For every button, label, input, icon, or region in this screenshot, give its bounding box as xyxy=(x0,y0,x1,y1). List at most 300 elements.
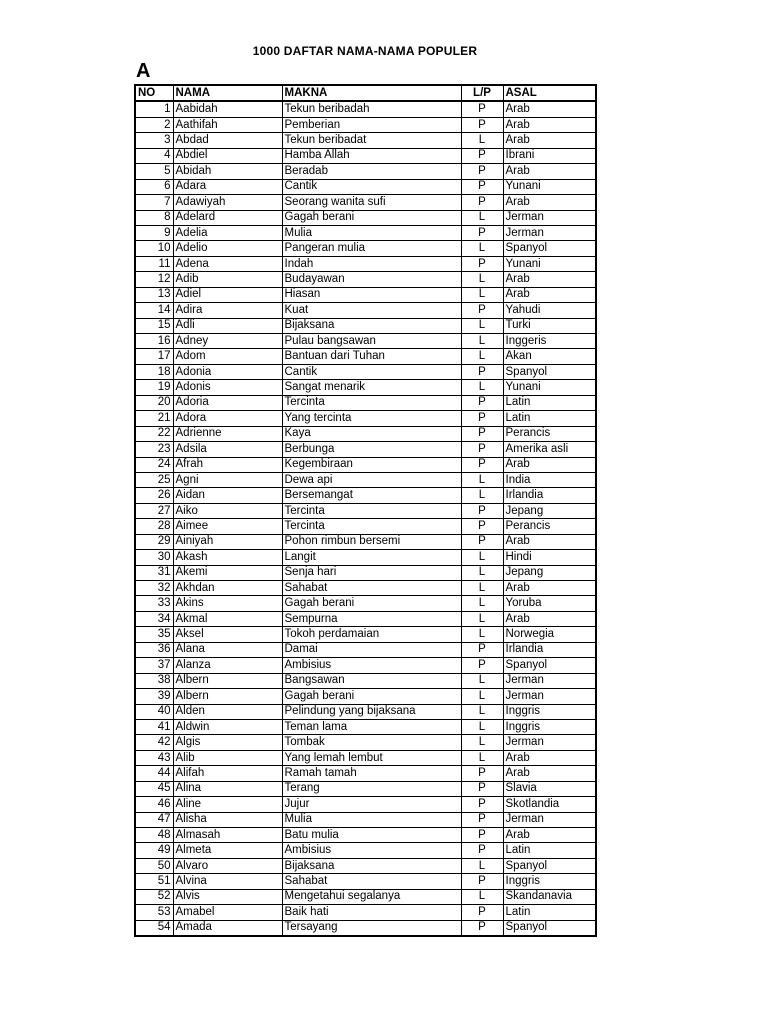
cell-makna: Gagah berani xyxy=(282,689,461,704)
cell-makna: Kegembiraan xyxy=(282,457,461,472)
cell-lp: P xyxy=(461,395,503,410)
cell-asal: Spanyol xyxy=(503,364,596,379)
cell-makna: Bangsawan xyxy=(282,673,461,688)
cell-lp: L xyxy=(461,689,503,704)
cell-no: 30 xyxy=(135,550,173,565)
cell-nama: Adney xyxy=(173,334,282,349)
cell-no: 33 xyxy=(135,596,173,611)
table-row xyxy=(135,488,596,503)
cell-lp: P xyxy=(461,920,503,936)
table-row xyxy=(135,519,596,534)
cell-asal: Arab xyxy=(503,133,596,148)
cell-no: 9 xyxy=(135,225,173,240)
cell-no: 3 xyxy=(135,133,173,148)
cell-makna: Bersemangat xyxy=(282,488,461,503)
table-row xyxy=(135,287,596,302)
cell-nama: Albern xyxy=(173,673,282,688)
cell-makna: Tombak xyxy=(282,735,461,750)
cell-makna: Baik hati xyxy=(282,905,461,920)
cell-asal: Perancis xyxy=(503,519,596,534)
cell-lp: L xyxy=(461,241,503,256)
cell-no: 18 xyxy=(135,364,173,379)
cell-makna: Tercinta xyxy=(282,503,461,518)
table-row xyxy=(135,117,596,132)
cell-nama: Akhdan xyxy=(173,581,282,596)
cell-makna: Ramah tamah xyxy=(282,766,461,781)
cell-no: 26 xyxy=(135,488,173,503)
cell-no: 23 xyxy=(135,442,173,457)
cell-lp: L xyxy=(461,581,503,596)
cell-no: 51 xyxy=(135,874,173,889)
table-row xyxy=(135,905,596,920)
cell-makna: Sahabat xyxy=(282,581,461,596)
cell-no: 19 xyxy=(135,380,173,395)
table-row xyxy=(135,781,596,796)
cell-nama: Adom xyxy=(173,349,282,364)
cell-makna: Jujur xyxy=(282,797,461,812)
cell-no: 52 xyxy=(135,889,173,904)
cell-nama: Alanza xyxy=(173,658,282,673)
cell-nama: Adli xyxy=(173,318,282,333)
cell-lp: P xyxy=(461,642,503,657)
cell-nama: Albern xyxy=(173,689,282,704)
cell-asal: Arab xyxy=(503,457,596,472)
cell-asal: Arab xyxy=(503,164,596,179)
cell-makna: Tercinta xyxy=(282,395,461,410)
cell-lp: L xyxy=(461,627,503,642)
cell-nama: Adelia xyxy=(173,225,282,240)
cell-lp: P xyxy=(461,101,503,117)
cell-lp: P xyxy=(461,519,503,534)
cell-nama: Adsila xyxy=(173,442,282,457)
table-row xyxy=(135,719,596,734)
cell-no: 48 xyxy=(135,828,173,843)
cell-asal: Arab xyxy=(503,195,596,210)
cell-lp: P xyxy=(461,411,503,426)
cell-nama: Akins xyxy=(173,596,282,611)
cell-no: 50 xyxy=(135,858,173,873)
cell-lp: P xyxy=(461,534,503,549)
table-row xyxy=(135,550,596,565)
table-row xyxy=(135,596,596,611)
cell-lp: P xyxy=(461,874,503,889)
cell-asal: Ibrani xyxy=(503,148,596,163)
cell-asal: Jepang xyxy=(503,565,596,580)
cell-asal: Inggris xyxy=(503,874,596,889)
cell-asal: Latin xyxy=(503,843,596,858)
cell-lp: P xyxy=(461,148,503,163)
cell-lp: L xyxy=(461,380,503,395)
cell-asal: Inggris xyxy=(503,704,596,719)
cell-asal: Yunani xyxy=(503,179,596,194)
table-row xyxy=(135,797,596,812)
table-row xyxy=(135,642,596,657)
cell-makna: Pelindung yang bijaksana xyxy=(282,704,461,719)
cell-nama: Algis xyxy=(173,735,282,750)
table-row xyxy=(135,303,596,318)
cell-lp: L xyxy=(461,210,503,225)
cell-makna: Berbunga xyxy=(282,442,461,457)
cell-asal: Spanyol xyxy=(503,658,596,673)
cell-nama: Afrah xyxy=(173,457,282,472)
table-row xyxy=(135,472,596,487)
cell-no: 15 xyxy=(135,318,173,333)
table-row xyxy=(135,704,596,719)
table-row xyxy=(135,503,596,518)
cell-no: 8 xyxy=(135,210,173,225)
cell-no: 37 xyxy=(135,658,173,673)
cell-nama: Alvis xyxy=(173,889,282,904)
cell-no: 20 xyxy=(135,395,173,410)
cell-nama: Adira xyxy=(173,303,282,318)
cell-makna: Yang tercinta xyxy=(282,411,461,426)
cell-lp: P xyxy=(461,812,503,827)
cell-asal: Latin xyxy=(503,411,596,426)
cell-lp: L xyxy=(461,550,503,565)
cell-nama: Alvaro xyxy=(173,858,282,873)
cell-asal: Jerman xyxy=(503,225,596,240)
cell-no: 1 xyxy=(135,101,173,117)
table-row xyxy=(135,673,596,688)
cell-asal: Turki xyxy=(503,318,596,333)
cell-nama: Abidah xyxy=(173,164,282,179)
table-row xyxy=(135,689,596,704)
header-no: NO xyxy=(135,85,173,101)
cell-lp: P xyxy=(461,457,503,472)
cell-makna: Bijaksana xyxy=(282,858,461,873)
cell-no: 28 xyxy=(135,519,173,534)
cell-lp: L xyxy=(461,287,503,302)
cell-nama: Adara xyxy=(173,179,282,194)
cell-asal: Akan xyxy=(503,349,596,364)
cell-asal: Arab xyxy=(503,101,596,117)
cell-nama: Adib xyxy=(173,272,282,287)
cell-makna: Bijaksana xyxy=(282,318,461,333)
cell-lp: L xyxy=(461,750,503,765)
table-row xyxy=(135,611,596,626)
table-row xyxy=(135,565,596,580)
cell-makna: Langit xyxy=(282,550,461,565)
cell-lp: P xyxy=(461,179,503,194)
cell-lp: P xyxy=(461,781,503,796)
cell-nama: Alden xyxy=(173,704,282,719)
cell-asal: Spanyol xyxy=(503,241,596,256)
table-row xyxy=(135,241,596,256)
cell-nama: Aathifah xyxy=(173,117,282,132)
cell-no: 27 xyxy=(135,503,173,518)
cell-nama: Adawiyah xyxy=(173,195,282,210)
cell-lp: P xyxy=(461,256,503,271)
cell-no: 22 xyxy=(135,426,173,441)
cell-nama: Aiko xyxy=(173,503,282,518)
table-row xyxy=(135,627,596,642)
table-row xyxy=(135,766,596,781)
names-table xyxy=(134,84,597,937)
cell-asal: Yunani xyxy=(503,256,596,271)
cell-nama: Alisha xyxy=(173,812,282,827)
cell-lp: L xyxy=(461,704,503,719)
cell-makna: Gagah berani xyxy=(282,596,461,611)
cell-lp: P xyxy=(461,503,503,518)
cell-no: 36 xyxy=(135,642,173,657)
cell-lp: L xyxy=(461,488,503,503)
cell-no: 10 xyxy=(135,241,173,256)
cell-no: 39 xyxy=(135,689,173,704)
cell-makna: Mulia xyxy=(282,812,461,827)
table-row xyxy=(135,858,596,873)
cell-makna: Seorang wanita sufi xyxy=(282,195,461,210)
cell-makna: Dewa api xyxy=(282,472,461,487)
cell-nama: Abdiel xyxy=(173,148,282,163)
cell-makna: Indah xyxy=(282,256,461,271)
cell-lp: P xyxy=(461,164,503,179)
cell-lp: L xyxy=(461,349,503,364)
cell-lp: L xyxy=(461,334,503,349)
cell-nama: Ainiyah xyxy=(173,534,282,549)
header-nama: NAMA xyxy=(173,85,282,101)
cell-lp: L xyxy=(461,611,503,626)
cell-no: 42 xyxy=(135,735,173,750)
cell-asal: Slavia xyxy=(503,781,596,796)
cell-asal: Arab xyxy=(503,766,596,781)
table-row xyxy=(135,318,596,333)
cell-makna: Hamba Allah xyxy=(282,148,461,163)
cell-makna: Tekun beribadat xyxy=(282,133,461,148)
cell-asal: Yoruba xyxy=(503,596,596,611)
cell-asal: Inggris xyxy=(503,719,596,734)
cell-nama: Aldwin xyxy=(173,719,282,734)
cell-asal: Arab xyxy=(503,611,596,626)
cell-nama: Almeta xyxy=(173,843,282,858)
cell-nama: Alina xyxy=(173,781,282,796)
cell-asal: Skotlandia xyxy=(503,797,596,812)
cell-makna: Kuat xyxy=(282,303,461,318)
table-row xyxy=(135,581,596,596)
cell-lp: P xyxy=(461,442,503,457)
cell-makna: Cantik xyxy=(282,179,461,194)
cell-nama: Adrienne xyxy=(173,426,282,441)
cell-makna: Sangat menarik xyxy=(282,380,461,395)
cell-no: 43 xyxy=(135,750,173,765)
cell-no: 13 xyxy=(135,287,173,302)
cell-no: 21 xyxy=(135,411,173,426)
cell-lp: L xyxy=(461,719,503,734)
cell-no: 2 xyxy=(135,117,173,132)
cell-lp: L xyxy=(461,133,503,148)
cell-nama: Adonis xyxy=(173,380,282,395)
cell-nama: Alib xyxy=(173,750,282,765)
cell-lp: P xyxy=(461,426,503,441)
cell-asal: Spanyol xyxy=(503,858,596,873)
cell-asal: Amerika asli xyxy=(503,442,596,457)
table-row xyxy=(135,364,596,379)
cell-no: 53 xyxy=(135,905,173,920)
cell-nama: Adora xyxy=(173,411,282,426)
cell-asal: Jerman xyxy=(503,210,596,225)
cell-asal: Norwegia xyxy=(503,627,596,642)
cell-nama: Adonia xyxy=(173,364,282,379)
cell-makna: Mengetahui segalanya xyxy=(282,889,461,904)
cell-makna: Pohon rimbun bersemi xyxy=(282,534,461,549)
cell-lp: L xyxy=(461,889,503,904)
cell-lp: L xyxy=(461,565,503,580)
cell-nama: Abdad xyxy=(173,133,282,148)
header-asal: ASAL xyxy=(503,85,596,101)
cell-no: 40 xyxy=(135,704,173,719)
cell-nama: Akash xyxy=(173,550,282,565)
cell-no: 44 xyxy=(135,766,173,781)
cell-makna: Mulia xyxy=(282,225,461,240)
cell-no: 12 xyxy=(135,272,173,287)
cell-nama: Aksel xyxy=(173,627,282,642)
cell-lp: P xyxy=(461,905,503,920)
cell-nama: Aimee xyxy=(173,519,282,534)
table-row xyxy=(135,225,596,240)
cell-makna: Budayawan xyxy=(282,272,461,287)
cell-nama: Adelio xyxy=(173,241,282,256)
table-row xyxy=(135,442,596,457)
cell-makna: Cantik xyxy=(282,364,461,379)
cell-lp: P xyxy=(461,303,503,318)
cell-no: 16 xyxy=(135,334,173,349)
cell-makna: Tersayang xyxy=(282,920,461,936)
cell-asal: Spanyol xyxy=(503,920,596,936)
table-row xyxy=(135,101,596,117)
cell-makna: Pemberian xyxy=(282,117,461,132)
table-row xyxy=(135,735,596,750)
cell-nama: Aabidah xyxy=(173,101,282,117)
cell-no: 49 xyxy=(135,843,173,858)
cell-no: 11 xyxy=(135,256,173,271)
cell-lp: L xyxy=(461,472,503,487)
cell-makna: Ambisius xyxy=(282,658,461,673)
cell-no: 32 xyxy=(135,581,173,596)
cell-no: 35 xyxy=(135,627,173,642)
cell-makna: Damai xyxy=(282,642,461,657)
cell-nama: Alana xyxy=(173,642,282,657)
cell-lp: L xyxy=(461,318,503,333)
cell-lp: P xyxy=(461,658,503,673)
cell-makna: Sahabat xyxy=(282,874,461,889)
cell-asal: Arab xyxy=(503,581,596,596)
cell-asal: Arab xyxy=(503,117,596,132)
cell-asal: Yahudi xyxy=(503,303,596,318)
document-title: 1000 DAFTAR NAMA-NAMA POPULER xyxy=(252,44,478,58)
cell-makna: Pulau bangsawan xyxy=(282,334,461,349)
cell-asal: Hindi xyxy=(503,550,596,565)
table-row xyxy=(135,210,596,225)
cell-no: 46 xyxy=(135,797,173,812)
cell-asal: Latin xyxy=(503,395,596,410)
table-row xyxy=(135,380,596,395)
cell-makna: Kaya xyxy=(282,426,461,441)
cell-no: 41 xyxy=(135,719,173,734)
table-row xyxy=(135,164,596,179)
cell-nama: Alvina xyxy=(173,874,282,889)
cell-lp: P xyxy=(461,225,503,240)
cell-no: 47 xyxy=(135,812,173,827)
cell-lp: P xyxy=(461,766,503,781)
cell-lp: P xyxy=(461,828,503,843)
cell-no: 6 xyxy=(135,179,173,194)
cell-asal: Skandanavia xyxy=(503,889,596,904)
table-row xyxy=(135,179,596,194)
cell-no: 54 xyxy=(135,920,173,936)
cell-no: 17 xyxy=(135,349,173,364)
cell-nama: Adena xyxy=(173,256,282,271)
cell-no: 14 xyxy=(135,303,173,318)
cell-lp: L xyxy=(461,735,503,750)
cell-nama: Alifah xyxy=(173,766,282,781)
cell-lp: L xyxy=(461,272,503,287)
cell-asal: Irlandia xyxy=(503,488,596,503)
table-row xyxy=(135,874,596,889)
cell-makna: Pangeran mulia xyxy=(282,241,461,256)
cell-lp: L xyxy=(461,858,503,873)
table-row xyxy=(135,750,596,765)
cell-nama: Akmal xyxy=(173,611,282,626)
header-lp: L/P xyxy=(461,85,503,101)
table-row xyxy=(135,256,596,271)
table-row xyxy=(135,920,596,936)
cell-makna: Terang xyxy=(282,781,461,796)
cell-asal: Latin xyxy=(503,905,596,920)
table-row xyxy=(135,349,596,364)
cell-asal: Irlandia xyxy=(503,642,596,657)
cell-lp: L xyxy=(461,596,503,611)
table-row xyxy=(135,889,596,904)
cell-no: 5 xyxy=(135,164,173,179)
cell-nama: Adelard xyxy=(173,210,282,225)
cell-makna: Senja hari xyxy=(282,565,461,580)
table-row xyxy=(135,395,596,410)
cell-no: 24 xyxy=(135,457,173,472)
cell-asal: Arab xyxy=(503,272,596,287)
cell-makna: Batu mulia xyxy=(282,828,461,843)
cell-makna: Sempurna xyxy=(282,611,461,626)
cell-makna: Yang lemah lembut xyxy=(282,750,461,765)
cell-no: 29 xyxy=(135,534,173,549)
table-row xyxy=(135,534,596,549)
table-row xyxy=(135,812,596,827)
cell-asal: Yunani xyxy=(503,380,596,395)
cell-nama: Amada xyxy=(173,920,282,936)
cell-makna: Teman lama xyxy=(282,719,461,734)
cell-makna: Tercinta xyxy=(282,519,461,534)
cell-no: 34 xyxy=(135,611,173,626)
cell-nama: Aidan xyxy=(173,488,282,503)
cell-asal: Jerman xyxy=(503,812,596,827)
cell-no: 45 xyxy=(135,781,173,796)
cell-lp: P xyxy=(461,117,503,132)
cell-nama: Adiel xyxy=(173,287,282,302)
cell-nama: Akemi xyxy=(173,565,282,580)
section-letter: A xyxy=(136,60,151,82)
cell-asal: Perancis xyxy=(503,426,596,441)
cell-no: 25 xyxy=(135,472,173,487)
cell-no: 38 xyxy=(135,673,173,688)
cell-no: 4 xyxy=(135,148,173,163)
cell-asal: Jerman xyxy=(503,689,596,704)
cell-makna: Tokoh perdamaian xyxy=(282,627,461,642)
cell-nama: Amabel xyxy=(173,905,282,920)
table-row xyxy=(135,828,596,843)
table-row xyxy=(135,133,596,148)
cell-nama: Almasah xyxy=(173,828,282,843)
table-row xyxy=(135,457,596,472)
cell-asal: Arab xyxy=(503,828,596,843)
cell-makna: Hiasan xyxy=(282,287,461,302)
